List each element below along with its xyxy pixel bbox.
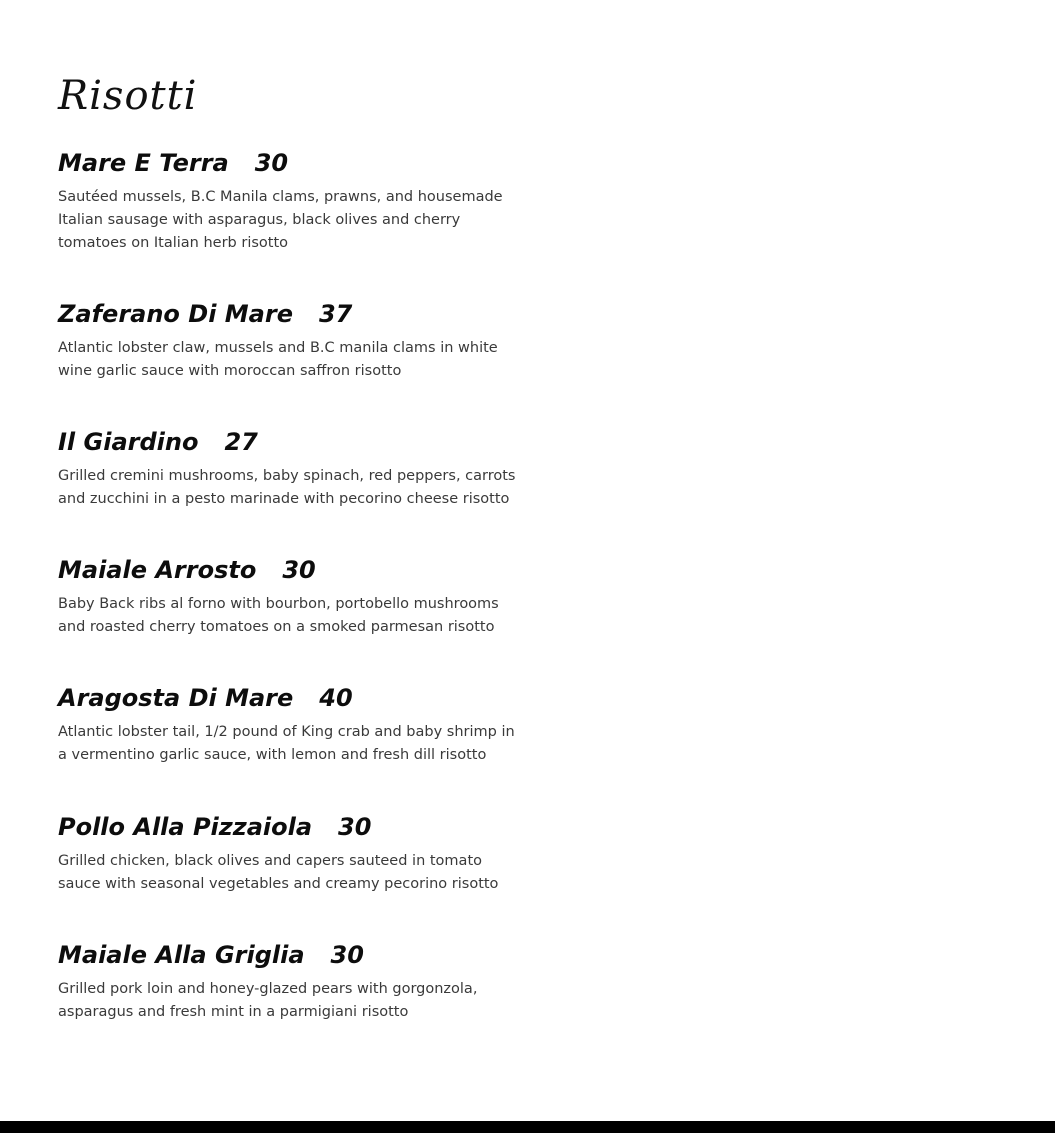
menu-item-heading (58, 299, 528, 329)
menu-item-description: Grilled pork loin and honey-glazed pears with gorgonzola, asparagus and fresh mint in a parmigiani risotto (58, 981, 478, 1020)
menu-item-price: 30 (282, 556, 316, 584)
menu-item-name: Pollo Alla Pizzaiola (58, 813, 313, 841)
menu-item-price: 30 (330, 941, 364, 969)
menu-item-price: 37 (318, 300, 353, 328)
menu-item-description: Baby Back ribs al forno with bourbon, portobello mushrooms and roasted cherry tomatoes on a smoked parmesan risotto (58, 596, 499, 635)
menu-item (58, 299, 528, 383)
menu-item-name: Il Giardino (58, 428, 199, 456)
menu-item-name: Maiale Alla Griglia (58, 941, 305, 969)
menu-item-description: Sautéed mussels, B.C Manila clams, prawns, and housemade Italian sausage with asparagus, black olives and cherry tomatoes on Italian herb risotto (58, 189, 503, 251)
menu-item-heading (58, 555, 528, 585)
menu-item-price: 27 (224, 428, 258, 456)
menu-item-description: Atlantic lobster tail, 1/2 pound of King crab and baby shrimp in a vermentino garlic sauce, with lemon and fresh dill risotto (58, 724, 515, 763)
menu-item (58, 148, 528, 255)
menu-item-name: Aragosta Di Mare (58, 684, 294, 712)
menu-item-heading (58, 812, 528, 842)
menu-item-description: Grilled chicken, black olives and capers sauteed in tomato sauce with seasonal vegetables and creamy pecorino risotto (58, 853, 499, 892)
menu-item (58, 427, 528, 511)
menu-item-name: Mare E Terra (58, 149, 229, 177)
menu-item-price: 30 (254, 149, 289, 177)
menu-item-price: 30 (338, 813, 372, 841)
menu-item (58, 940, 528, 1024)
menu-item-heading (58, 148, 528, 178)
menu-item-name: Maiale Arrosto (58, 556, 257, 584)
menu-item-description: Grilled cremini mushrooms, baby spinach, red peppers, carrots and zucchini in a pesto marinade with pecorino cheese risotto (58, 468, 516, 507)
menu-item (58, 812, 528, 896)
menu-item-heading (58, 683, 528, 713)
menu-item-price: 40 (319, 684, 353, 712)
menu-item-heading (58, 427, 528, 457)
menu-item (58, 683, 528, 767)
menu-item-name: Zaferano Di Mare (58, 300, 293, 328)
footer-bar (0, 1121, 1055, 1133)
section-title: Risotti (58, 73, 198, 119)
menu-item-description: Atlantic lobster claw, mussels and B.C manila clams in white wine garlic sauce with moroccan saffron risotto (58, 340, 498, 379)
menu-item-heading (58, 940, 528, 970)
menu-item (58, 555, 528, 639)
